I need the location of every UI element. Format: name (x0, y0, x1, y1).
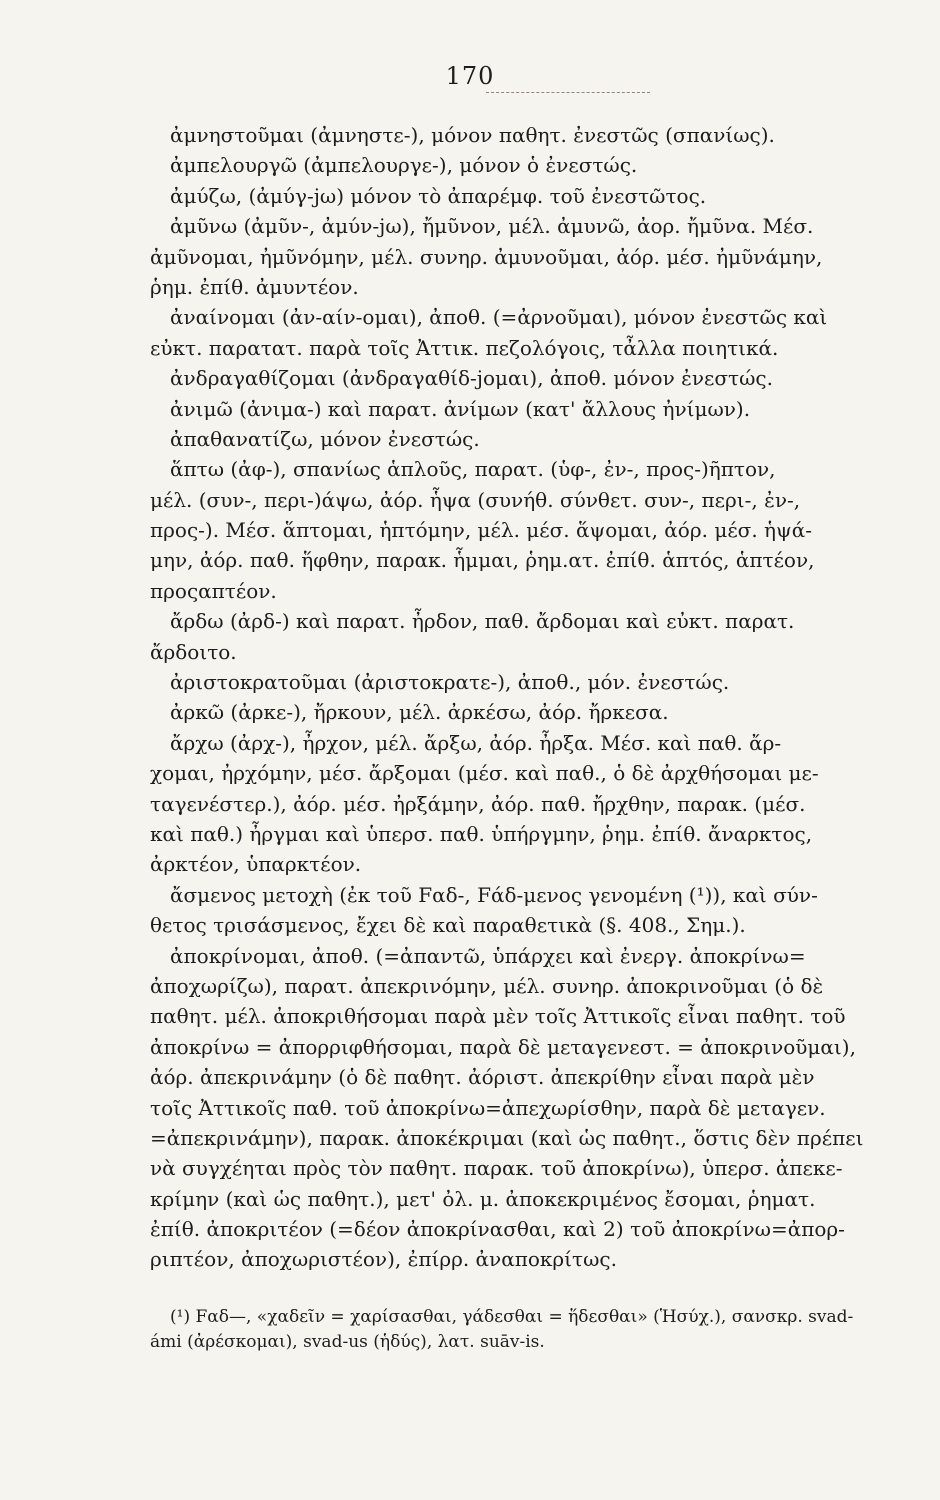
text-line: ἀμῦνομαι, ἠμῦνόμην, μέλ. συνηρ. ἀμυνοῦμαι, ἀόρ. μέσ. ἠμῦνάμην, (150, 244, 823, 269)
text-line: ἀποχωρίζω), παρατ. ἀπεκρινόμην, μέλ. συνηρ. ἀποκρινοῦμαι (ὁ δὲ (150, 973, 824, 998)
text-line: ἀπαθανατίζω, μόνον ἐνεστώς. (170, 426, 480, 451)
text-line: ἀρκῶ (ἀρκε-), ἤρκουν, μέλ. ἀρκέσω, ἀόρ. ἤρκεσα. (170, 700, 669, 725)
text-line: ἀμνηστοῦμαι (ἀμνηστε-), μόνον παθητ. ἐνεστῶς (σπανίως). (170, 123, 775, 147)
text-line: ἄρδω (ἀρδ-) καὶ παρατ. ἦρδον, παθ. ἄρδομαι καὶ εὐκτ. παρατ. (170, 609, 795, 634)
text-line: ἀόρ. ἀπεκρινάμην (ὁ δὲ παθητ. ἀόριστ. ἀπεκρίθην εἶναι παρὰ μὲν (150, 1065, 815, 1090)
text-line: προς-). Μέσ. ἅπτομαι, ἡπτόμην, μέλ. μέσ. ἅψομαι, ἀόρ. μέσ. ἡψά- (150, 518, 812, 543)
text-line: ταγενέστερ.), ἀόρ. μέσ. ἠρξάμην, ἀόρ. παθ. ἤρχθην, παρακ. (μέσ. (150, 791, 806, 816)
footnotes (150, 1305, 910, 1355)
text-line: ἀριστοκρατοῦμαι (ἀριστοκρατε-), ἀποθ., μόν. ἐνεστώς. (170, 670, 730, 695)
text-line: ἀνιμῶ (ἀνιμα-) καὶ παρατ. ἀνίμων (κατ' ἄλλους ἠνίμων). (170, 396, 751, 421)
page-number: 170 (445, 62, 495, 90)
footnote-line: ámi (ἀρέσκομαι), svad-us (ἡδύς), λατ. suāv-is. (150, 1332, 545, 1352)
text-line: κρίμην (καὶ ὡς παθητ.), μετ' ὀλ. μ. ἀποκεκριμένος ἔσομαι, ῥηματ. (150, 1186, 816, 1211)
text-line: ἀποκρίνω = ἀπορριφθήσομαι, παρὰ δὲ μεταγενεστ. = ἀποκρινοῦμαι), (150, 1034, 856, 1059)
text-line: ριπτέον, ἀποχωριστέον), ἐπίρρ. ἀναποκρίτως. (150, 1247, 617, 1272)
text-line: ἄσμενος μετοχὴ (ἐκ τοῦ Fαδ-, Fάδ-μενος γενομένη (¹)), καὶ σύν- (170, 882, 818, 907)
text-line: ἀμπελουργῶ (ἀμπελουργε-), μόνον ὁ ἐνεστώς. (170, 153, 638, 178)
text-line: ἀμύζω, (ἀμύγ-jω) μόνον τὸ ἀπαρέμφ. τοῦ ἐνεστῶτος. (170, 183, 707, 208)
text-line: ἀναίνομαι (ἀν-αίν-ομαι), ἀποθ. (=ἀρνοῦμαι), μόνον ἐνεστῶς καὶ (170, 305, 828, 330)
text-line: ἀποκρίνομαι, ἀποθ. (=ἀπαντῶ, ὑπάρχει καὶ ἐνεργ. ἀποκρίνω= (170, 943, 806, 968)
text-line: ἀρκτέον, ὑπαρκτέον. (150, 852, 362, 877)
text-line: προςαπτέον. (150, 578, 277, 603)
text-line: ἄρδοιτο. (150, 639, 237, 664)
text-line: ἐπίθ. ἀποκριτέον (=δέον ἀποκρίνασθαι, καὶ 2) τοῦ ἀποκρίνω=ἀπορ- (150, 1217, 845, 1242)
text-line: νὰ συγχέηται πρὸς τὸν παθητ. παρακ. τοῦ ἀποκρίνω), ὑπερσ. ἀπεκε- (150, 1156, 843, 1181)
header-rule (486, 92, 650, 93)
text-line: ἀνδραγαθίζομαι (ἀνδραγαθίδ-jομαι), ἀποθ. μόνον ἐνεστώς. (170, 366, 773, 391)
text-line: =ἀπεκρινάμην), παρακ. ἀποκέκριμαι (καὶ ὡς παθητ., ὅστις δὲν πρέπει (150, 1125, 864, 1150)
footnote-line: (¹) Fαδ—, «χαδεῖν = χαρίσασθαι, γάδεσθαι = ἥδεσθαι» (Ἡσύχ.), σανσκρ. svad- (170, 1307, 854, 1327)
text-line: παθητ. μέλ. ἀποκριθήσομαι παρὰ μὲν τοῖς Ἀττικοῖς εἶναι παθητ. τοῦ (150, 1004, 846, 1029)
text-line: μέλ. (συν-, περι-)άψω, ἀόρ. ἧψα (συνήθ. σύνθετ. συν-, περι-, ἐν-, (150, 487, 801, 512)
text-line: τοῖς Ἀττικοῖς παθ. τοῦ ἀποκρίνω=ἀπεχωρίσθην, παρὰ δὲ μεταγεν. (150, 1095, 826, 1120)
main-text (150, 120, 910, 1275)
text-line: θετος τρισάσμενος, ἔχει δὲ καὶ παραθετικὰ (§. 408., Σημ.). (150, 913, 746, 938)
text-line: χομαι, ἠρχόμην, μέσ. ἄρξομαι (μέσ. καὶ παθ., ὁ δὲ ἀρχθήσομαι με- (150, 761, 819, 786)
text-line: καὶ παθ.) ἦργμαι καὶ ὑπερσ. παθ. ὑπήργμην, ῥημ. ἐπίθ. ἄναρκτος, (150, 821, 813, 846)
text-line: μην, ἀόρ. παθ. ἥφθην, παρακ. ἧμμαι, ῥημ.ατ. ἐπίθ. ἁπτός, ἁπτέον, (150, 548, 815, 573)
text-line: ἄρχω (ἀρχ-), ἦρχον, μέλ. ἄρξω, ἀόρ. ἦρξα. Μέσ. καὶ παθ. ἄρ- (170, 730, 782, 755)
text-line: ἅπτω (ἀφ-), σπανίως ἁπλοῦς, παρατ. (ὑφ-, ἐν-, προς-)ῆπτον, (170, 457, 776, 482)
text-line: ἀμῦνω (ἀμῦν-, ἀμύν-jω), ἤμῦνον, μέλ. ἀμυνῶ, ἀορ. ἤμῦνα. Μέσ. (170, 214, 814, 239)
text-line: εὐκτ. παρατατ. παρὰ τοῖς Ἀττικ. πεζολόγοις, τἆλλα ποιητικά. (150, 335, 779, 360)
text-line: ῥημ. ἐπίθ. ἀμυντέον. (150, 274, 359, 299)
